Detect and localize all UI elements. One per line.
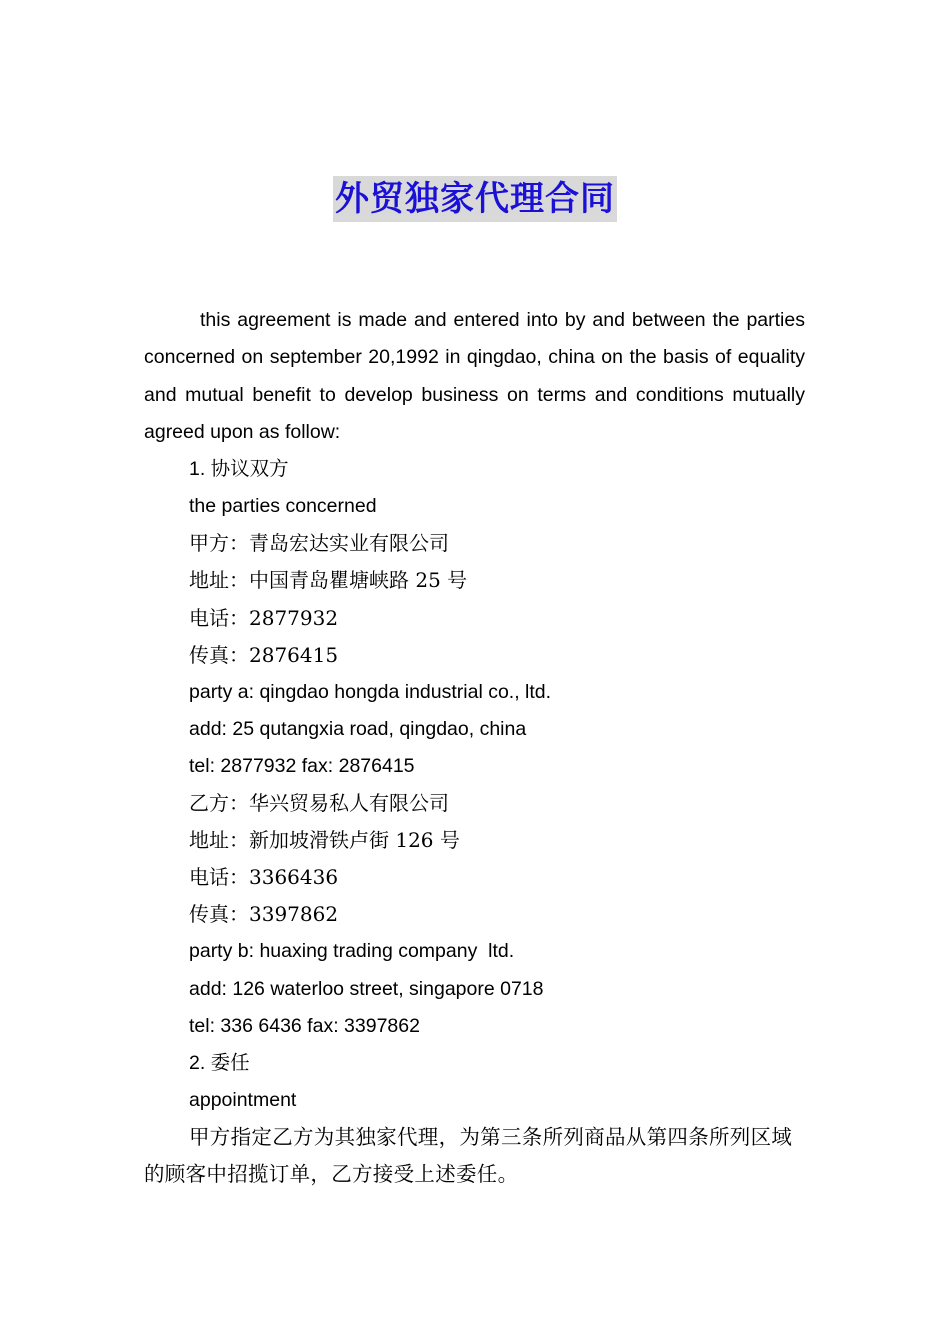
party-a-fax-cn: 传真：2876415 bbox=[189, 642, 339, 667]
section-heading-parties: 1. 协议双方 bbox=[189, 458, 289, 481]
section-heading-parties-en: the parties concerned bbox=[189, 495, 377, 518]
document-body bbox=[144, 302, 805, 1193]
party-a-address-cn: 地址：中国青岛瞿塘峡路 25 号 bbox=[189, 568, 468, 593]
document-title: 外贸独家代理合同 bbox=[333, 176, 617, 222]
party-b-address-en: add: 126 waterloo street, singapore 0718 bbox=[189, 977, 544, 1000]
party-a-name-en: party a: qingdao hongda industrial co., ltd. bbox=[189, 680, 552, 703]
party-a-name-cn: 甲方：青岛宏达实业有限公司 bbox=[189, 531, 449, 556]
party-b-phone-cn: 电话：3366436 bbox=[189, 865, 339, 890]
title-container bbox=[0, 176, 950, 222]
party-a-contact-en: tel: 2877932 fax: 2876415 bbox=[189, 754, 415, 777]
section-heading-appointment: 2. 委任 bbox=[189, 1051, 250, 1074]
party-b-contact-en: tel: 336 6436 fax: 3397862 bbox=[189, 1014, 420, 1037]
section-heading-appointment-en: appointment bbox=[189, 1088, 297, 1111]
party-a-address-en: add: 25 qutangxia road, qingdao, china bbox=[189, 717, 527, 740]
party-b-name-en: party b: huaxing trading company ltd. bbox=[189, 940, 515, 963]
appointment-paragraph: 甲方指定乙方为其独家代理，为第三条所列商品从第四条所列区域的顾客中招揽订单，乙方接受上述委任。 bbox=[144, 1124, 793, 1186]
intro-paragraph: this agreement is made and entered into by and between the parties concerned on september 20,1992 in qingdao, china on the basis of equality and mutual benefit to develop business on terms and conditions mutually agreed upon as follow: bbox=[144, 309, 805, 443]
party-b-name-cn: 乙方：华兴贸易私人有限公司 bbox=[189, 791, 449, 816]
party-b-address-cn: 地址：新加坡滑铁卢街 126 号 bbox=[189, 828, 460, 853]
party-a-phone-cn: 电话：2877932 bbox=[189, 605, 339, 630]
party-b-fax-cn: 传真：3397862 bbox=[189, 902, 339, 927]
